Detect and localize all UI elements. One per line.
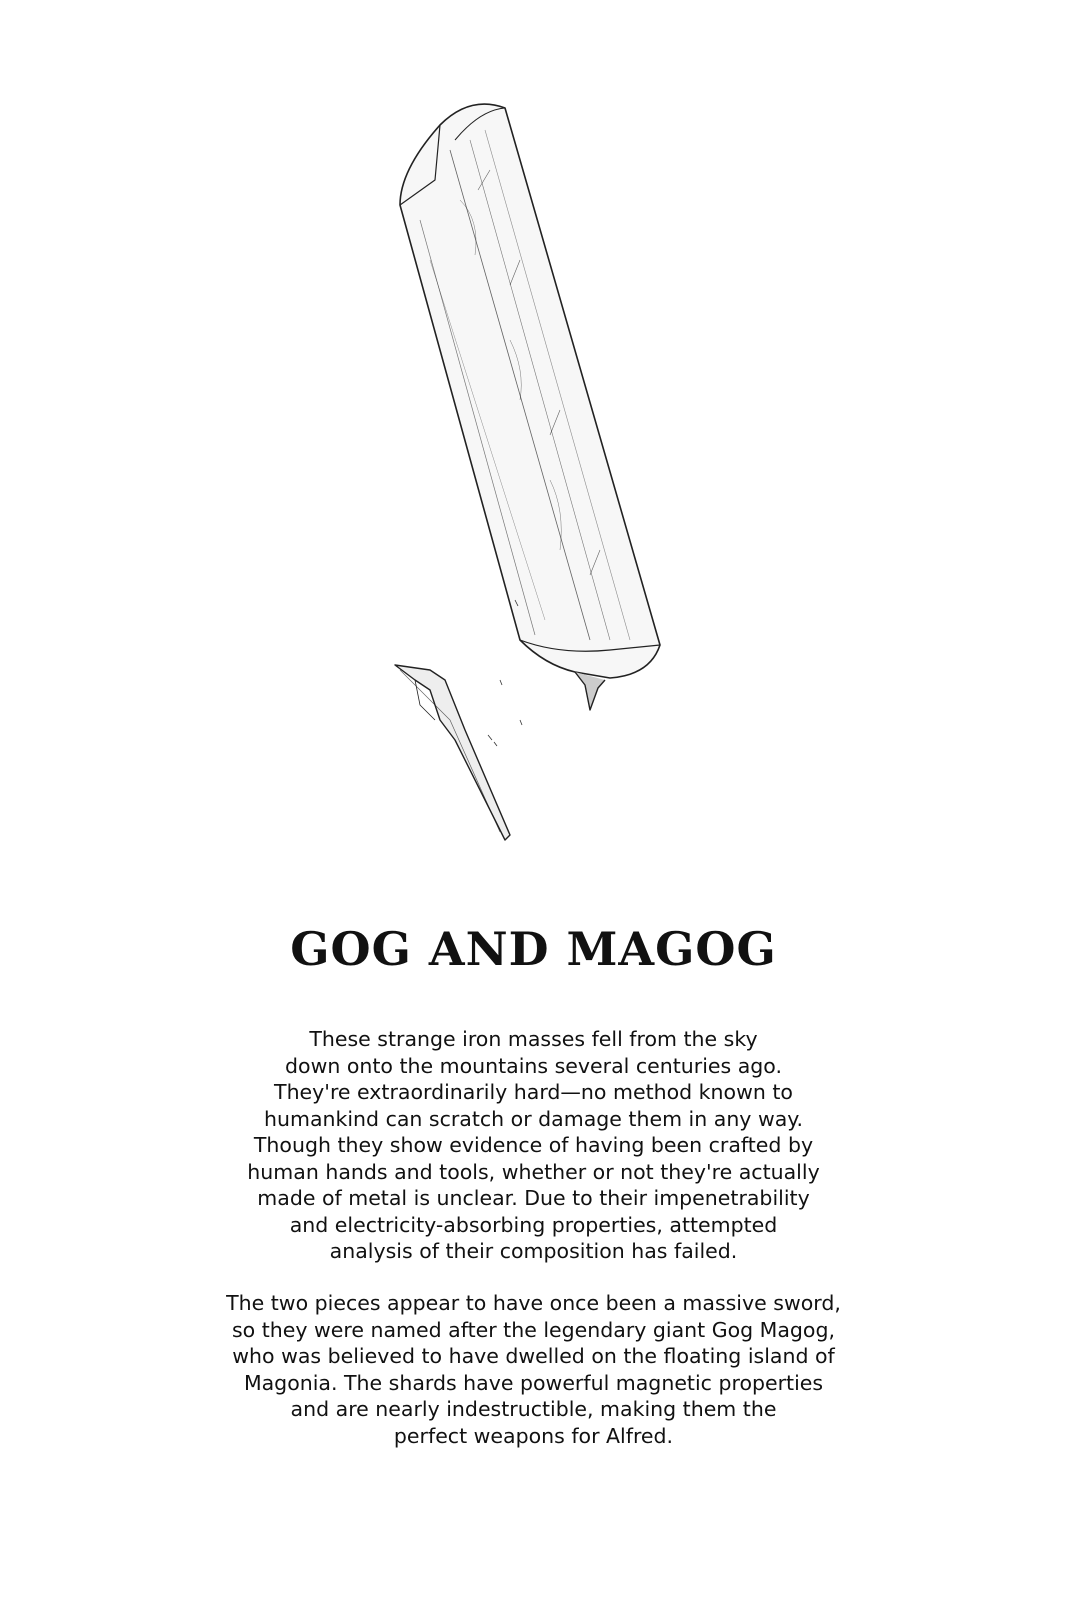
description-paragraph-2: The two pieces appear to have once been a massive sword, so they were named after the legendary giant Gog Magog, who was believed to have dwelled on the floating island of Magonia. The shards have powerful magnetic properties and are nearly indestructible, making them the perfect weapons for Alfred. [226, 1291, 841, 1448]
large-sword-shard [400, 104, 660, 710]
small-sword-shard [395, 665, 510, 840]
page-title: GOG AND MAGOG [290, 922, 777, 976]
sword-shards-illustration [360, 80, 720, 880]
description-paragraph-1: These strange iron masses fell from the sky down onto the mountains several centuries ago. They're extraordinarily hard—no method known to humankind can scratch or damage them in any way. Though they show evidence of having been crafted by human hands and tools, whether or not they're actually made of metal is unclear. Due to their impenetrability and electricity-absorbing properties, attempted analysis of their composition has failed. [247, 1027, 820, 1263]
